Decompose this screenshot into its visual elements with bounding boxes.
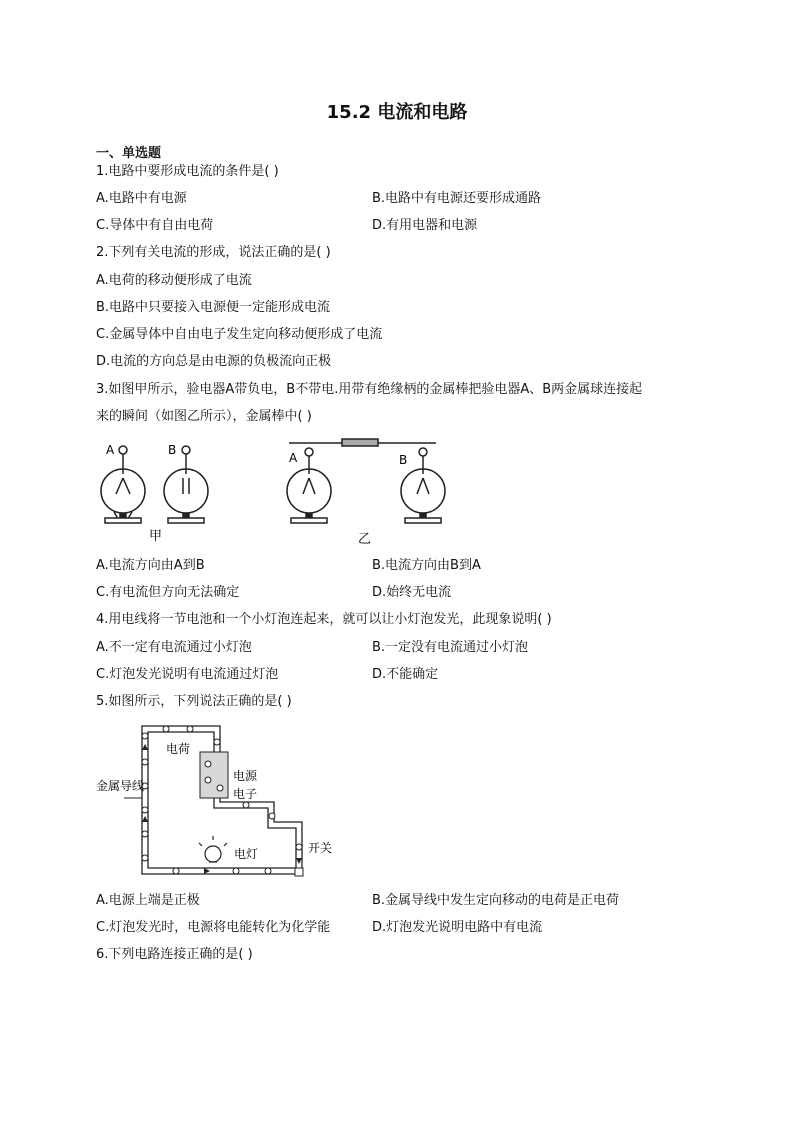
question-4-stem: 4.用电线将一节电池和一个小灯泡连起来，就可以让小灯泡发光，此现象说明( ) xyxy=(96,612,552,627)
q5-option-a: A.电源上端是正极 xyxy=(96,893,200,908)
q1-option-c: C.导体中有自由电荷 xyxy=(96,218,214,233)
label-wire: 金属导线 xyxy=(96,779,145,793)
label-source: 电源 xyxy=(233,769,258,783)
label-charge: 电荷 xyxy=(166,742,191,756)
label-b-yi: B xyxy=(399,453,408,467)
caption-jia: 甲 xyxy=(149,529,163,544)
circuit-figure xyxy=(96,722,346,882)
section-heading: 一、单选题 xyxy=(96,146,162,161)
metal-rod xyxy=(289,439,436,446)
q1-option-d: D.有用电器和电源 xyxy=(372,218,478,233)
q4-option-a: A.不一定有电流通过小灯泡 xyxy=(96,640,252,655)
question-2-stem: 2.下列有关电流的形成，说法正确的是( ) xyxy=(96,245,331,260)
q3-option-d: D.始终无电流 xyxy=(372,585,452,600)
electroscope-b-jia xyxy=(164,446,208,523)
q5-option-b: B.金属导线中发生定向移动的电荷是正电荷 xyxy=(372,893,620,908)
switch xyxy=(295,868,303,876)
q3-option-a: A.电流方向由A到B xyxy=(96,558,205,573)
electroscope-b-yi xyxy=(401,448,445,523)
electroscope-figure xyxy=(96,436,456,548)
q1-option-a: A.电路中有电源 xyxy=(96,191,187,206)
label-a-yi: A xyxy=(289,451,298,465)
q4-option-c: C.灯泡发光说明有电流通过灯泡 xyxy=(96,667,279,682)
question-3-stem-line2: 来的瞬间（如图乙所示），金属棒中( ) xyxy=(96,409,312,424)
label-a-jia: A xyxy=(106,443,115,457)
label-electron: 电子 xyxy=(233,787,258,801)
q4-option-d: D.不能确定 xyxy=(372,667,439,682)
electroscope-a-jia xyxy=(101,446,145,523)
question-1-stem: 1.电路中要形成电流的条件是( ) xyxy=(96,164,279,179)
question-5-stem: 5.如图所示，下列说法正确的是( ) xyxy=(96,694,292,709)
page-title: 15.2 电流和电路 xyxy=(326,102,468,123)
label-switch: 开关 xyxy=(308,841,333,855)
lamp xyxy=(199,836,227,862)
q2-option-a: A.电荷的移动便形成了电流 xyxy=(96,273,252,288)
q5-option-c: C.灯泡发光时，电源将电能转化为化学能 xyxy=(96,920,331,935)
q2-option-c: C.金属导体中自由电子发生定向移动便形成了电流 xyxy=(96,327,383,342)
label-lamp: 电灯 xyxy=(234,847,259,861)
q2-option-b: B.电路中只要接入电源便一定能形成电流 xyxy=(96,300,331,315)
question-3-stem-line1: 3.如图甲所示，验电器A带负电，B不带电.用带有绝缘柄的金属棒把验电器A、B两金属球连接起 xyxy=(96,382,643,397)
label-b-jia: B xyxy=(168,443,177,457)
q2-option-d: D.电流的方向总是由电源的负极流向正极 xyxy=(96,354,332,369)
q3-option-c: C.有电流但方向无法确定 xyxy=(96,585,240,600)
q3-option-b: B.电流方向由B到A xyxy=(372,558,481,573)
question-6-stem: 6.下列电路连接正确的是( ) xyxy=(96,947,253,962)
q4-option-b: B.一定没有电流通过小灯泡 xyxy=(372,640,529,655)
caption-yi: 乙 xyxy=(358,532,372,547)
q1-option-b: B.电路中有电源还要形成通路 xyxy=(372,191,542,206)
q5-option-d: D.灯泡发光说明电路中有电流 xyxy=(372,920,543,935)
battery-source xyxy=(200,752,228,798)
